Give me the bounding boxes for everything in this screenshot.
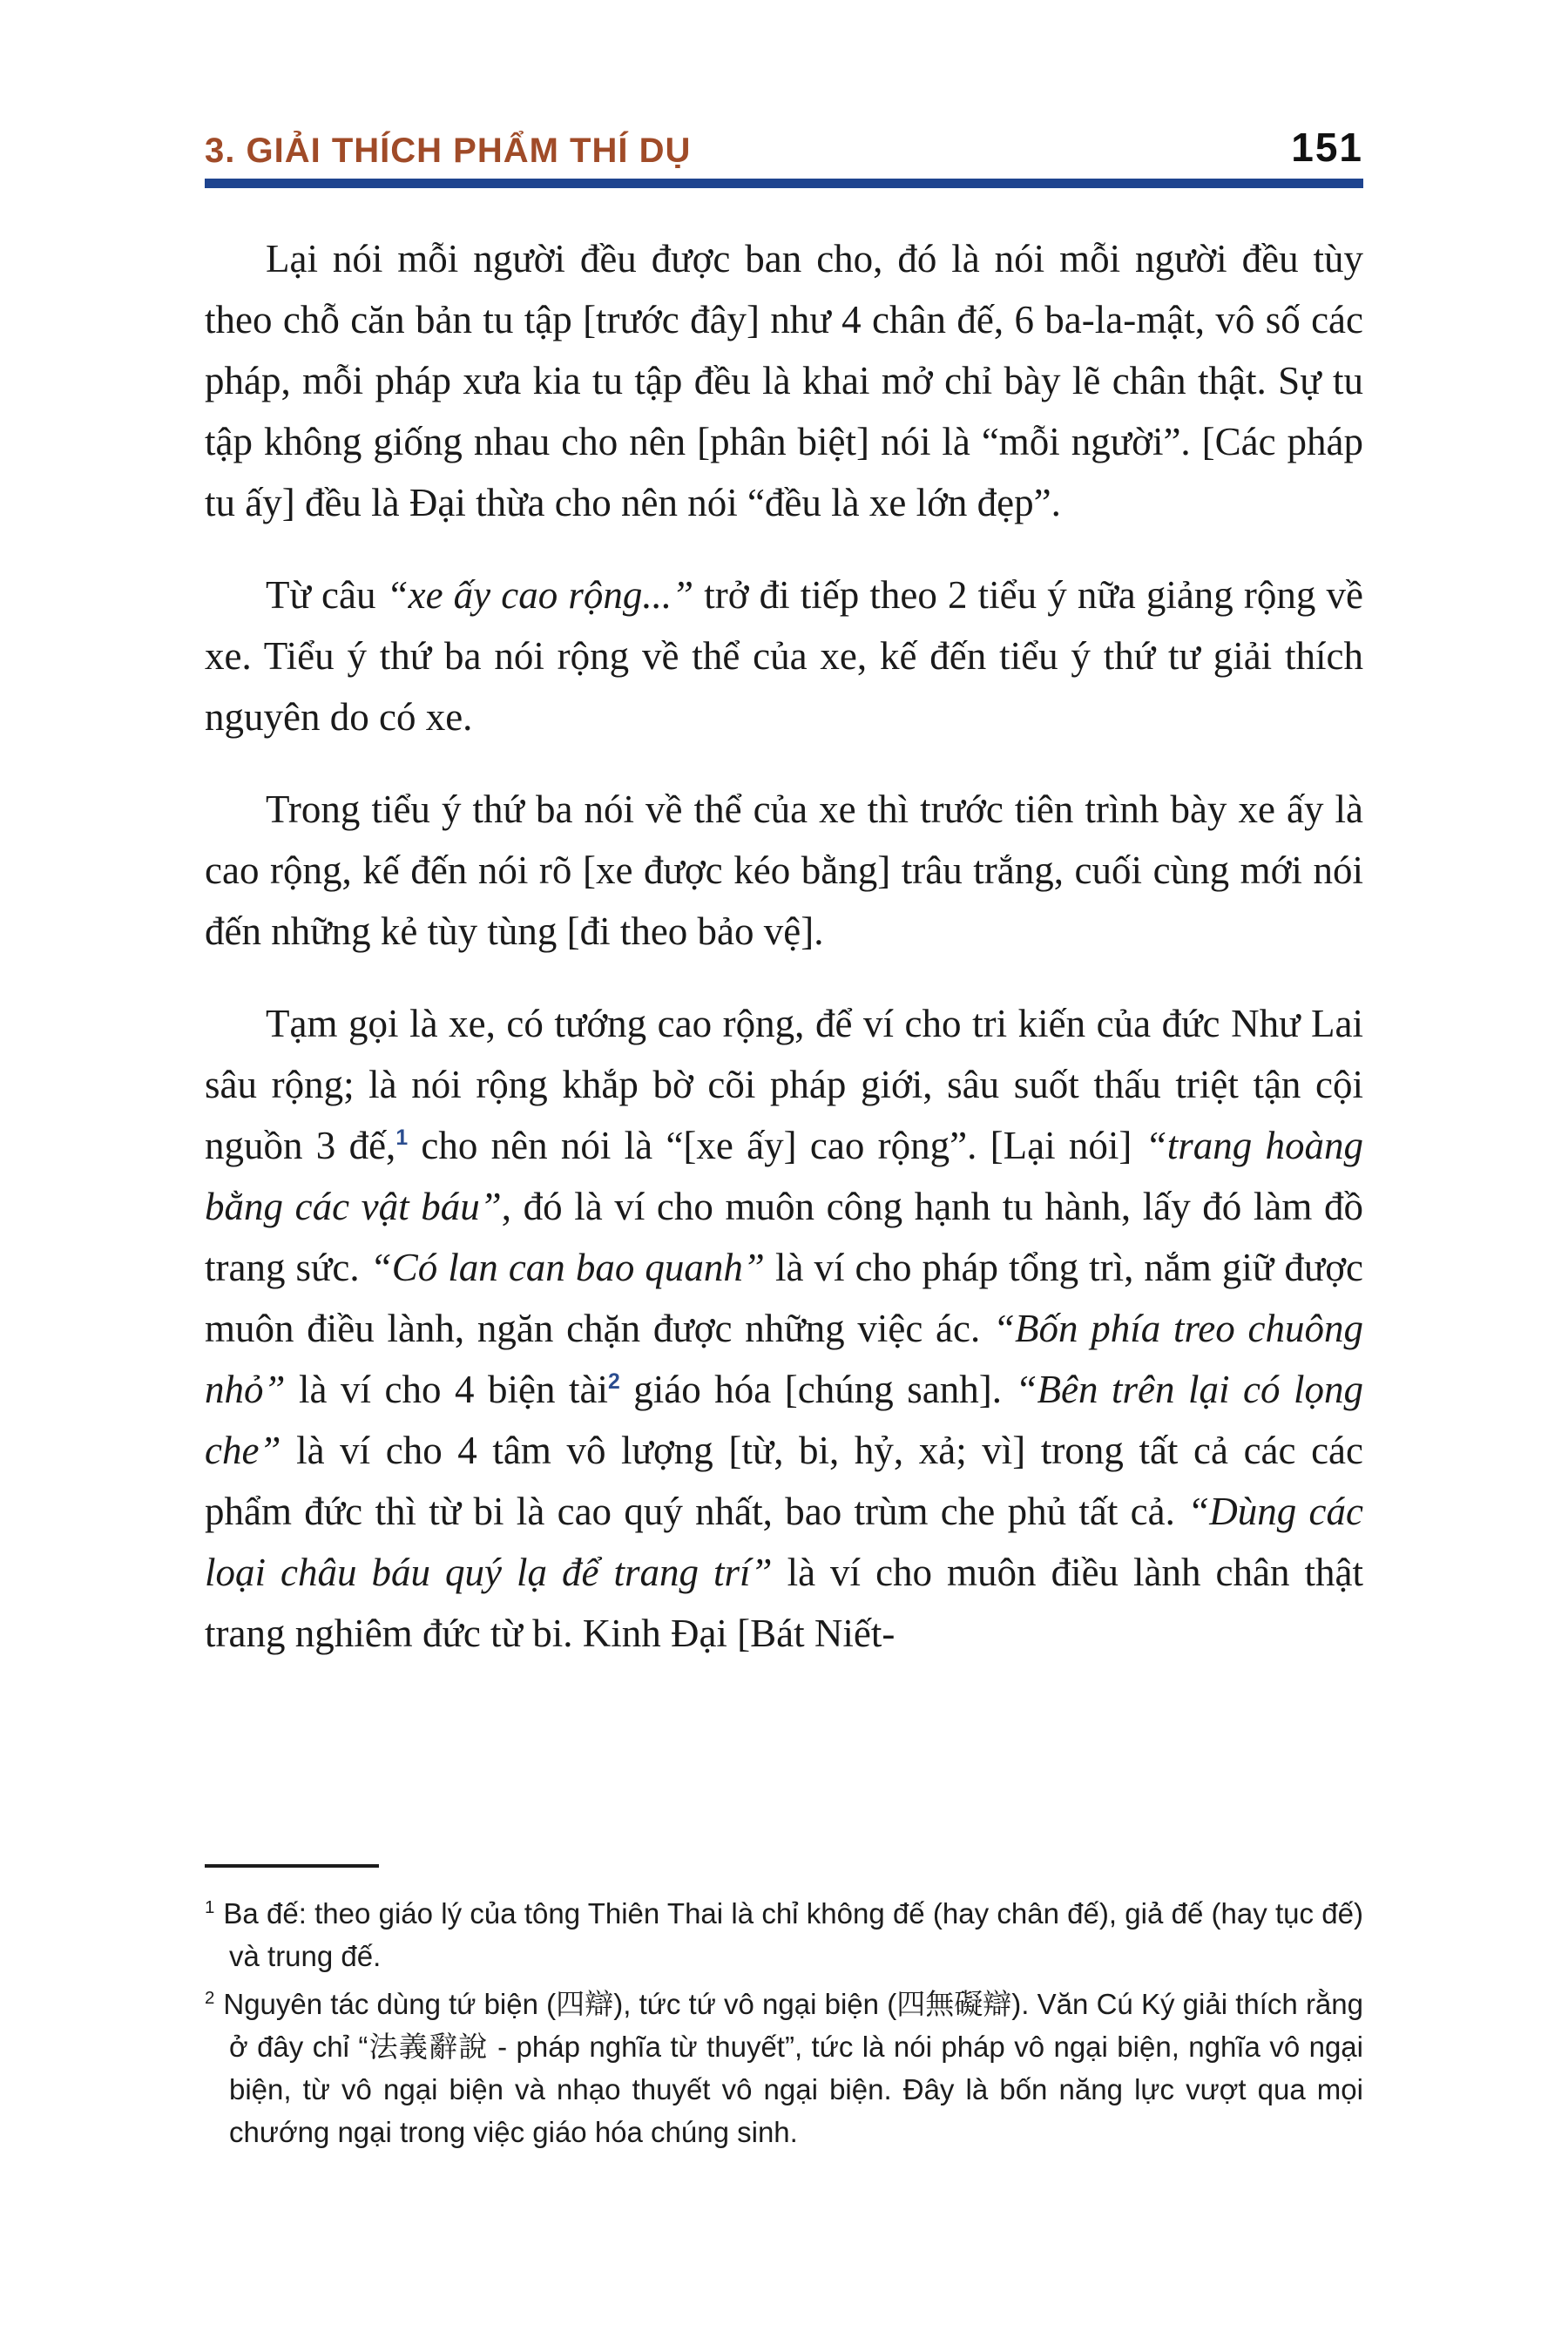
footnote-reference: 1: [395, 1126, 409, 1150]
page-number: 151: [1291, 125, 1363, 170]
footnote: $^2$ Nguyên tác dùng tứ biện (四辯), tức tứ vô ngại biện (四無礙辯). Văn Cú Ký giải thích rằng ở đây chỉ “法義辭說 - pháp nghĩa từ thuyết”, tức là nói pháp vô ngại biện, nghĩa vô ngại biện, từ vô ngại biện và nhạo thuyết vô ngại biện. Đây là bốn năng lực vượt qua mọi chướng ngại trong việc giáo hóa chúng sinh.: [205, 1988, 1363, 2148]
footnote: $^1$ Ba đế: theo giáo lý của tông Thiên Thai là chỉ không đế (hay chân đế), giả đế (hay tục đế) và trung đế.: [205, 1897, 1363, 1972]
header-rule: [205, 179, 1363, 188]
paragraph: Lại nói mỗi người đều được ban cho, đó là nói mỗi người đều tùy theo chỗ căn bản tu tập [trước đây] như 4 chân đế, 6 ba-la-mật, vô số các pháp, mỗi pháp xưa kia tu tập đều là khai mở chỉ bày lẽ chân thật. Sự tu tập không giống nhau cho nên [phân biệt] nói là “mỗi người”. [Các pháp tu ấy] đều là Đại thừa cho nên nói “đều là xe lớn đẹp”.: [205, 237, 1363, 524]
running-header: [205, 124, 1363, 171]
footnote-separator: [205, 1864, 379, 1868]
body-paragraphs: [205, 228, 1363, 1695]
footnote-marker: 2: [205, 1988, 215, 2008]
chapter-title: 3. GIẢI THÍCH PHẨM THÍ DỤ: [205, 132, 692, 170]
paragraph: Từ câu “xe ấy cao rộng...” trở đi tiếp theo 2 tiểu ý nữa giảng rộng về xe. Tiểu ý thứ ba nói rộng về thể của xe, kế đến tiểu ý thứ tư giải thích nguyên do có xe.: [205, 573, 1364, 739]
footnote-reference: 2: [608, 1370, 620, 1394]
footnote-marker: 1: [205, 1897, 215, 1917]
footnotes-list: [205, 1892, 1363, 2153]
paragraph: Trong tiểu ý thứ ba nói về thể của xe thì trước tiên trình bày xe ấy là cao rộng, kế đến nói rõ [xe được kéo bằng] trâu trắng, cuối cùng mới nói đến những kẻ tùy tùng [đi theo bảo vệ].: [205, 787, 1363, 953]
paragraph: Tạm gọi là xe, có tướng cao rộng, để ví cho tri kiến của đức Như Lai sâu rộng; là nói rộng khắp bờ cõi pháp giới, sâu suốt thấu triệt tận cội nguồn 3 đế,$^1$ cho nên nói là “[xe ấy] cao rộng”. [Lại nói] “trang hoàng bằng các vật báu”, đó là ví cho muôn công hạnh tu hành, lấy đó làm đồ trang sức. “Có lan can bao quanh” là ví cho pháp tổng trì, nắm giữ được muôn điều lành, ngăn chặn được những việc ác. “Bốn phía treo chuông nhỏ” là ví cho 4 biện tài$^2$ giáo hóa [chúng sanh]. “Bên trên lại có lọng che” là ví cho 4 tâm vô lượng [từ, bi, hỷ, xả; vì] trong tất cả các các phẩm đức thì từ bi là cao quý nhất, bao trùm che phủ tất cả. “Dùng các loại châu báu quý lạ để trang trí” là ví cho muôn điều lành chân thật trang nghiêm đức từ bi. Kinh Đại [Bát Niết-: [205, 1002, 1364, 1655]
footnote-area: [205, 1864, 1363, 2159]
